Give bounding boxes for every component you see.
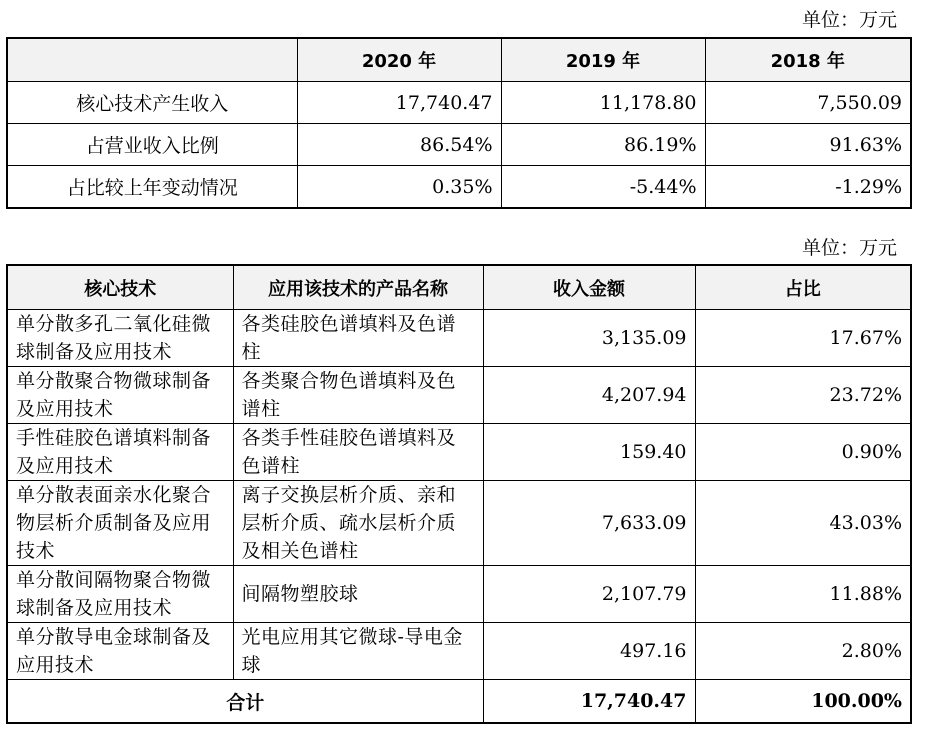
share-cell: 2.80% (695, 623, 911, 680)
total-label: 合计 (7, 680, 483, 724)
technology-cell: 单分散表面亲水化聚合物层析介质制备及应用技术 (7, 481, 233, 566)
product-cell: 离子交换层析介质、亲和层析介质、疏水层析介质及相关色谱柱 (233, 481, 483, 566)
header-cell: 2019 年 (501, 38, 705, 82)
technology-cell: 单分散间隔物聚合物微球制备及应用技术 (7, 566, 233, 623)
table-row (7, 166, 911, 209)
header-cell: 收入金额 (483, 265, 695, 310)
technology-cell: 手性硅胶色谱填料制备及应用技术 (7, 424, 233, 481)
product-cell: 间隔物塑胶球 (233, 566, 483, 623)
table-row (7, 623, 911, 680)
product-cell: 各类硅胶色谱填料及色谱柱 (233, 310, 483, 367)
row-label: 占比较上年变动情况 (7, 166, 297, 209)
header-cell (7, 38, 297, 82)
table-row (7, 82, 911, 124)
table-row (7, 124, 911, 166)
total-share: 100.00% (695, 680, 911, 724)
header-cell: 应用该技术的产品名称 (233, 265, 483, 310)
value-cell: -1.29% (705, 166, 911, 209)
value-cell: 91.63% (705, 124, 911, 166)
row-label: 核心技术产生收入 (7, 82, 297, 124)
total-revenue: 17,740.47 (483, 680, 695, 724)
row-label: 占营业收入比例 (7, 124, 297, 166)
technology-cell: 单分散多孔二氧化硅微球制备及应用技术 (7, 310, 233, 367)
value-cell: 0.35% (297, 166, 501, 209)
share-cell: 17.67% (695, 310, 911, 367)
value-cell: 11,178.80 (501, 82, 705, 124)
table-row (7, 481, 911, 566)
share-cell: 0.90% (695, 424, 911, 481)
unit-label: 单位：万元 (801, 9, 897, 31)
table-row (7, 424, 911, 481)
table-header-row (7, 265, 911, 310)
technology-cell: 单分散聚合物微球制备及应用技术 (7, 367, 233, 424)
core-tech-product-revenue-table (6, 264, 912, 724)
share-cell: 23.72% (695, 367, 911, 424)
unit-label: 单位：万元 (801, 237, 897, 259)
value-cell: 86.19% (501, 124, 705, 166)
product-cell: 各类聚合物色谱填料及色谱柱 (233, 367, 483, 424)
technology-cell: 单分散导电金球制备及应用技术 (7, 623, 233, 680)
header-cell: 2018 年 (705, 38, 911, 82)
value-cell: 7,550.09 (705, 82, 911, 124)
share-cell: 43.03% (695, 481, 911, 566)
value-cell: -5.44% (501, 166, 705, 209)
header-cell: 2020 年 (297, 38, 501, 82)
product-cell: 光电应用其它微球-导电金球 (233, 623, 483, 680)
revenue-cell: 2,107.79 (483, 566, 695, 623)
product-cell: 各类手性硅胶色谱填料及色谱柱 (233, 424, 483, 481)
core-tech-revenue-summary-table (6, 37, 912, 209)
value-cell: 86.54% (297, 124, 501, 166)
revenue-cell: 4,207.94 (483, 367, 695, 424)
share-cell: 11.88% (695, 566, 911, 623)
total-row (7, 680, 911, 724)
revenue-cell: 159.40 (483, 424, 695, 481)
header-cell: 核心技术 (7, 265, 233, 310)
table-row (7, 310, 911, 367)
table-header-row (7, 38, 911, 82)
table-row (7, 566, 911, 623)
value-cell: 17,740.47 (297, 82, 501, 124)
header-cell: 占比 (695, 265, 911, 310)
revenue-cell: 497.16 (483, 623, 695, 680)
table-row (7, 367, 911, 424)
revenue-cell: 3,135.09 (483, 310, 695, 367)
revenue-cell: 7,633.09 (483, 481, 695, 566)
